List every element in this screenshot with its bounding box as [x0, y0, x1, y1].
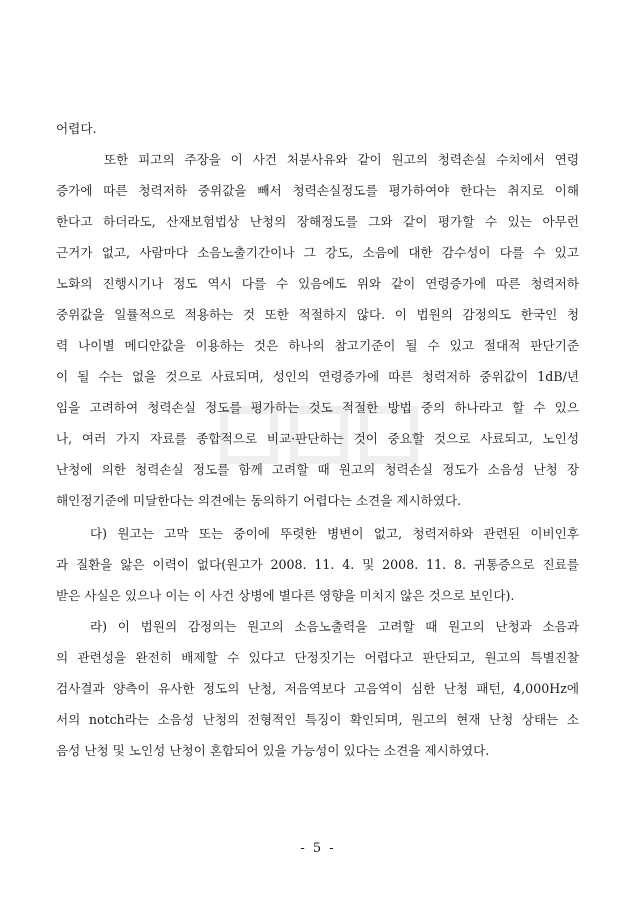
text-line: 난청에 의한 청력손실 정도를 함께 고려할 때 원고의 청력손실 정도가 소음성 난청 장 — [56, 462, 579, 477]
text-line: 해인정기준에 미달한다는 의견에는 동의하기 어렵다는 소견을 제시하였다. — [56, 493, 462, 508]
text-line: 음성 난청 및 노인성 난청이 혼합되어 있을 가능성이 있다는 소견을 제시하였다. — [56, 743, 490, 758]
text-line: 이 될 수는 없을 것으로 사료되며, 성인의 연령증가에 따른 청력저하 중위값이 1dB/년 — [56, 369, 579, 384]
text-line: 중위값을 일률적으로 적용하는 것 또한 적절하지 않다. 이 법원의 감정의도 한국인 청 — [56, 307, 579, 322]
text-line: 나, 여러 가지 자료를 종합적으로 비교·판단하는 것이 중요할 것으로 사료되고, 노인성 — [56, 431, 579, 446]
text-line: 검사결과 양측이 유사한 정도의 난청, 저음역보다 고음역이 심한 난청 패턴, 4,000Hz에 — [56, 681, 579, 696]
text-line: 어렵다. — [56, 121, 97, 136]
text-line: 서의 notch라는 소음성 난청의 전형적인 특징이 확인되며, 원고의 현재 난청 상태는 소 — [56, 712, 579, 727]
text-line: 다) 원고는 고막 또는 중이에 뚜렷한 병변이 없고, 청력저하와 관련된 이비인후 — [90, 526, 579, 541]
text-line: 라) 이 법원의 감정의는 원고의 소음노출력을 고려할 때 원고의 난청과 소음과 — [90, 619, 579, 634]
text-line: 근거가 없고, 사람마다 소음노출기간이나 그 강도, 소음에 대한 감수성이 다를 수 있고 — [56, 245, 579, 260]
text-line: 과 질환을 앓은 이력이 없다(원고가 2008. 11. 4. 및 2008. 11. 8. 귀통증으로 진료를 — [56, 557, 579, 572]
text-line: 증가에 따른 청력저하 중위값을 빼서 청력손실정도를 평가하여야 한다는 취지로 이해 — [56, 183, 579, 198]
text-line: 의 관련성을 완전히 배제할 수 있다고 단정짓기는 어렵다고 판단되고, 원고의 특별진찰 — [56, 650, 579, 665]
text-line: 한다고 하더라도, 산재보험법상 난청의 장해정도를 그와 같이 평가할 수 있는 아무런 — [56, 214, 579, 229]
text-line: 노화의 진행시기나 정도 역시 다를 수 있음에도 위와 같이 연령증가에 따른 청력저하 — [56, 276, 579, 291]
page-number: - 5 - — [300, 841, 336, 856]
text-line: 력 나이별 메디안값을 이용하는 것은 하나의 참고기준이 될 수 있고 절대적 판단기준 — [56, 338, 579, 353]
text-line: 또한 피고의 주장을 이 사건 처분사유와 같이 원고의 청력손실 수치에서 연령 — [104, 152, 579, 167]
text-line: 받은 사실은 있으나 이는 이 사건 상병에 별다른 영향을 미치지 않은 것으로 보인다). — [56, 588, 515, 603]
text-line: 임을 고려하여 청력손실 정도를 평가하는 것도 적절한 방법 중의 하나라고 할 수 있으 — [56, 400, 579, 415]
